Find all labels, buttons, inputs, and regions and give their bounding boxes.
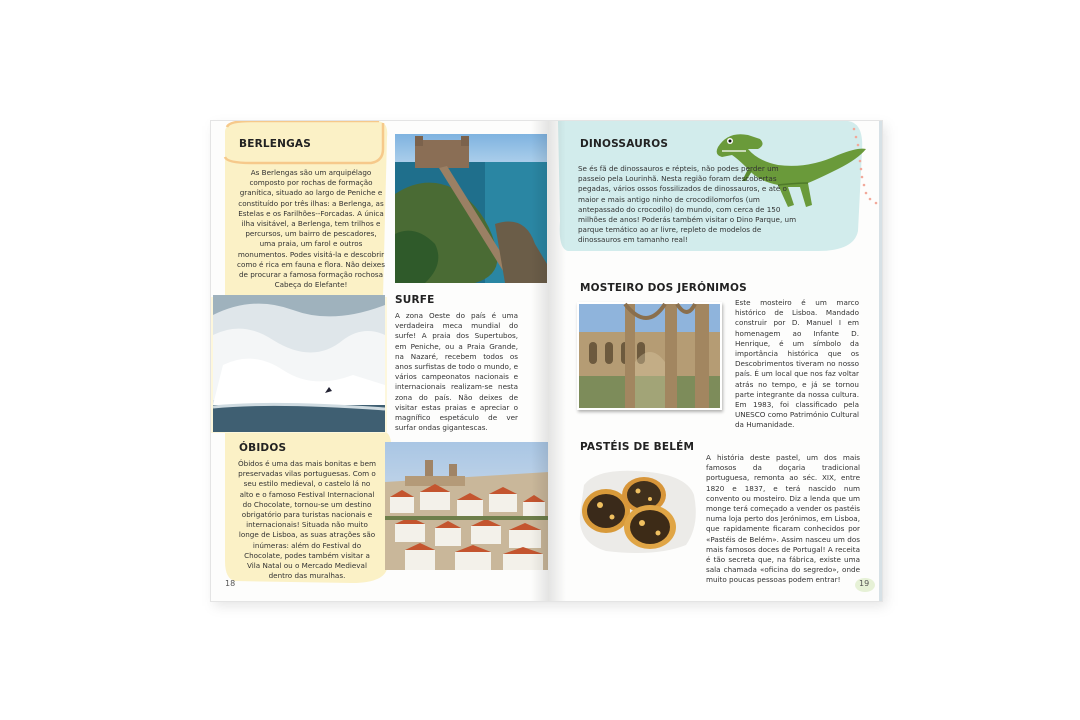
page-number-right: 19: [859, 579, 870, 588]
obidos-title: ÓBIDOS: [239, 442, 287, 454]
obidos-text: Óbidos é uma das mais bonitas e bem preservadas vilas portuguesas. Com o seu estilo medieval, o castelo lá no alto e o famoso Festival Internacional do Chocolate, tornou-se um destino obrigatório para turistas nacionais e internacionais! Situada não muito longe de Lisboa, as suas atrações são inúmeras: além do Festival do Chocolate, podes também visitar a Vila Natal ou o Mercado Medieval dentro das muralhas.: [237, 459, 377, 581]
dinossauros-text: Se és fã de dinossauros e répteis, não podes perder um passeio pela Lourinhã. Nesta região foram descobertas pegadas, vários ossos fossilizados de dinossauros, e até o maior e mais antigo ninho de crocodilomorfos (um antepassado do crocodilo) do mundo, com cerca de 150 milhões de anos! Poderás também visitar o Dino Parque, um parque temático ao ar livre, repleto de modelos de dinossauros em tamanho real!: [578, 164, 797, 245]
obidos-photo: [385, 442, 549, 570]
jeronimos-photo: [577, 302, 722, 410]
pasteis-text: A história deste pastel, um dos mais famosos da doçaria tradicional portuguesa, remonta ao séc. XIX, entre 1820 e 1837, e terá nascido num convento ou mosteiro. Diz a lenda que um monge terá começado a vender os pastéis numa loja perto dos Jerónimos, em Lisboa, que rapidamente ficaram conhecidos por «Pastéis de Belém». Assim nasceu um dos mais famosos doces de Portugal! A receita é tão secreta que, na fábrica, existe uma sala chamada «oficina do segredo», onde muito poucas pessoas podem entrar!: [706, 453, 860, 585]
page-number-left: 18: [225, 579, 236, 588]
pasteis-photo: [576, 465, 700, 555]
right-page: [548, 120, 883, 602]
surf-photo: [213, 295, 385, 432]
mosteiro-title: MOSTEIRO DOS JERÓNIMOS: [580, 282, 747, 294]
surfe-text: A zona Oeste do país é uma verdadeira meca mundial do surfe! A praia dos Supertubos, em Peniche, ou a Praia Grande, na Nazaré, recebem todos os anos surfistas de todo o mundo, e vários campeonatos nacionais e internacionais realizam-se nesta zona do país. Não deixes de visitar estas praias e apreciar o magnífico espetáculo de ver surfar ondas gigantescas.: [395, 311, 518, 433]
surfe-title: SURFE: [395, 294, 435, 306]
left-page: [210, 120, 549, 602]
left-spine-shade: [531, 121, 549, 601]
right-page-edge: [879, 121, 882, 601]
berlengas-title: BERLENGAS: [239, 138, 312, 150]
pasteis-title: PASTÉIS DE BELÉM: [580, 441, 695, 453]
dinossauros-title: DINOSSAUROS: [580, 138, 669, 150]
berlengas-photo: [395, 134, 547, 283]
mosteiro-text: Este mosteiro é um marco histórico de Lisboa. Mandado construir por D. Manuel I em homenagem ao Infante D. Henrique, é um símbolo da importância histórica que os Descobrimentos tiveram no nosso país. É um local que nos faz voltar atrás no tempo, e já se tornou parte integrante da nossa cultura. Em 1983, foi classificado pela UNESCO como Património Cultural da Humanidade.: [735, 298, 859, 430]
right-spine-shade: [548, 121, 566, 601]
berlengas-text: As Berlengas são um arquipélago composto por rochas de formação granítica, situado ao largo de Peniche e constituído por três ilhas: a Berlenga, as Estelas e os Farilhões--Forcadas. A única ilha visitável, a Berlenga, tem trilhos e percursos, um bairro de pescadores, uma praia, um farol e outros monumentos. Podes visitá-la e descobrir como é rica em fauna e flora. Não deixes de procurar a famosa formação rochosa Cabeça do Elefante!: [237, 168, 385, 290]
